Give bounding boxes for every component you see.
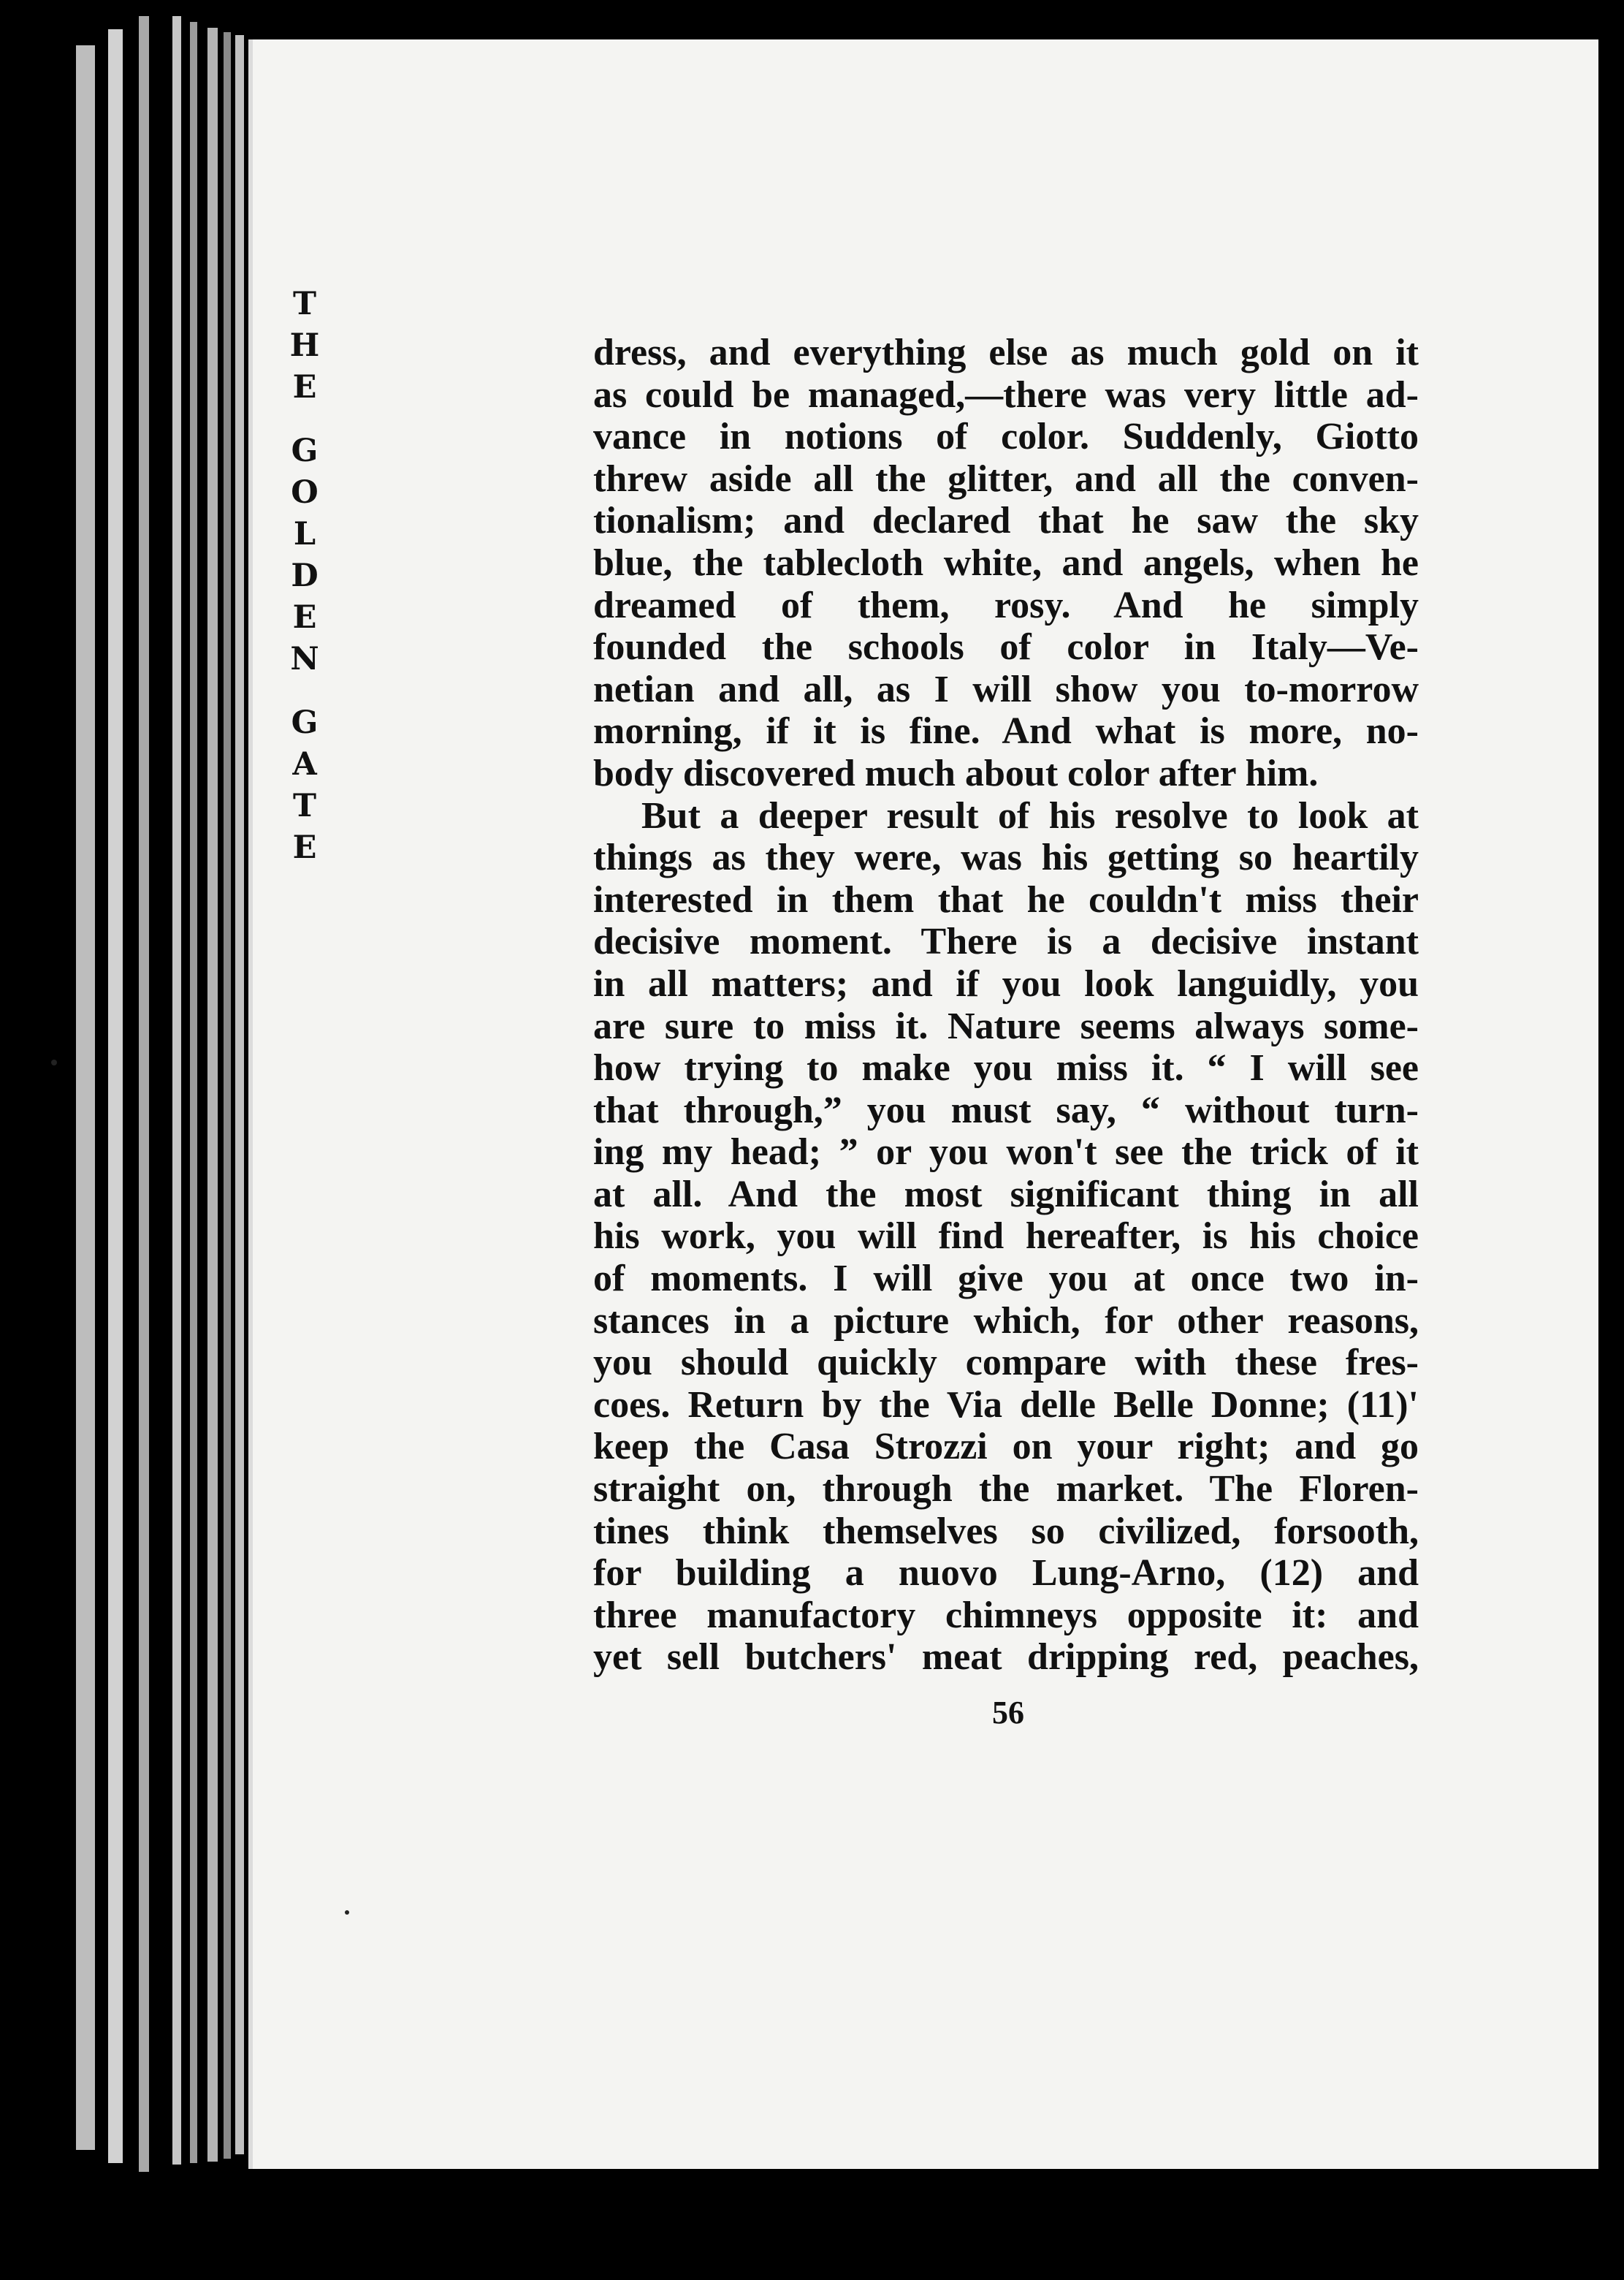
text-line: you should quickly compare with these fres- (593, 1342, 1419, 1384)
page-stack-edge (190, 22, 197, 2163)
side-title-letter: E (292, 599, 317, 636)
side-title-letter: E (292, 829, 317, 866)
text-line: morning, if it is fine. And what is more, no- (593, 710, 1419, 753)
text-line: things as they were, was his getting so heartily (593, 837, 1419, 879)
text-line: yet sell butchers' meat dripping red, peaches, (593, 1636, 1419, 1679)
text-line: as could be managed,—there was very little ad- (593, 373, 1419, 416)
body-paragraph (593, 332, 1419, 1679)
text-line: stances in a picture which, for other reasons, (593, 1299, 1419, 1342)
side-title-letter: T (293, 788, 316, 824)
dust-speck (345, 1910, 349, 1915)
text-line: three manufactory chimneys opposite it: and (593, 1594, 1419, 1636)
side-title (279, 284, 330, 869)
page-stack-edge (108, 29, 123, 2163)
text-line: at all. And the most significant thing in all (593, 1173, 1419, 1215)
page-stack-edge (139, 16, 149, 2172)
text-line: straight on, through the market. The Floren- (593, 1468, 1419, 1510)
page-stack-edge (172, 16, 181, 2165)
text-line: coes. Return by the Via delle Belle Donne; (11)' (593, 1383, 1419, 1426)
side-title-letter: G (291, 433, 319, 469)
page-stack-edge (235, 35, 244, 2154)
side-title-letter: N (290, 641, 319, 677)
text-line: threw aside all the glitter, and all the conven- (593, 457, 1419, 500)
text-line: of moments. I will give you at once two in- (593, 1258, 1419, 1300)
side-title-letter: G (291, 704, 319, 741)
text-line: netian and all, as I will show you to-morrow (593, 668, 1419, 710)
side-title-gap (279, 680, 330, 702)
dust-speck (51, 1060, 57, 1065)
text-line: in all matters; and if you look languidly, you (593, 962, 1419, 1005)
text-line: how trying to make you miss it. “ I will see (593, 1047, 1419, 1090)
text-line: founded the schools of color in Italy—Ve- (593, 626, 1419, 669)
text-line: dress, and everything else as much gold on it (593, 332, 1419, 373)
text-line: interested in them that he couldn't miss their (593, 878, 1419, 921)
text-line: his work, you will find hereafter, is his choice (593, 1215, 1419, 1258)
side-title-letter: O (291, 474, 319, 511)
side-title-letter: H (289, 327, 320, 364)
side-title-letter: L (293, 516, 316, 552)
text-line: vance in notions of color. Suddenly, Giotto (593, 416, 1419, 458)
text-line: keep the Casa Strozzi on your right; and go (593, 1426, 1419, 1468)
page-stack-edge (224, 32, 231, 2159)
side-title-letter: T (293, 286, 316, 322)
text-line: dreamed of them, rosy. And he simply (593, 584, 1419, 626)
text-line: blue, the tablecloth white, and angels, when he (593, 542, 1419, 584)
text-line: But a deeper result of his resolve to look at (641, 794, 1419, 837)
text-line: ing my head; ” or you won't see the trick of it (593, 1131, 1419, 1174)
text-line: are sure to miss it. Nature seems always some- (593, 1005, 1419, 1047)
side-title-letter: A (292, 746, 317, 783)
side-title-gap (279, 408, 330, 430)
page-number: 56 (992, 1695, 1024, 1730)
side-title-letter: D (291, 558, 319, 594)
page-stack-edge (76, 45, 95, 2150)
text-line: decisive moment. There is a decisive instant (593, 921, 1419, 963)
text-line: tines think themselves so civilized, forsooth, (593, 1510, 1419, 1552)
text-line: that through,” you must say, “ without turn- (593, 1089, 1419, 1131)
text-line: body discovered much about color after him. (593, 752, 1319, 794)
page-stack-edge (207, 28, 218, 2162)
text-line: tionalism; and declared that he saw the sky (593, 500, 1419, 542)
side-title-letter: E (292, 369, 317, 406)
text-line: for building a nuovo Lung-Arno, (12) and (593, 1552, 1419, 1595)
